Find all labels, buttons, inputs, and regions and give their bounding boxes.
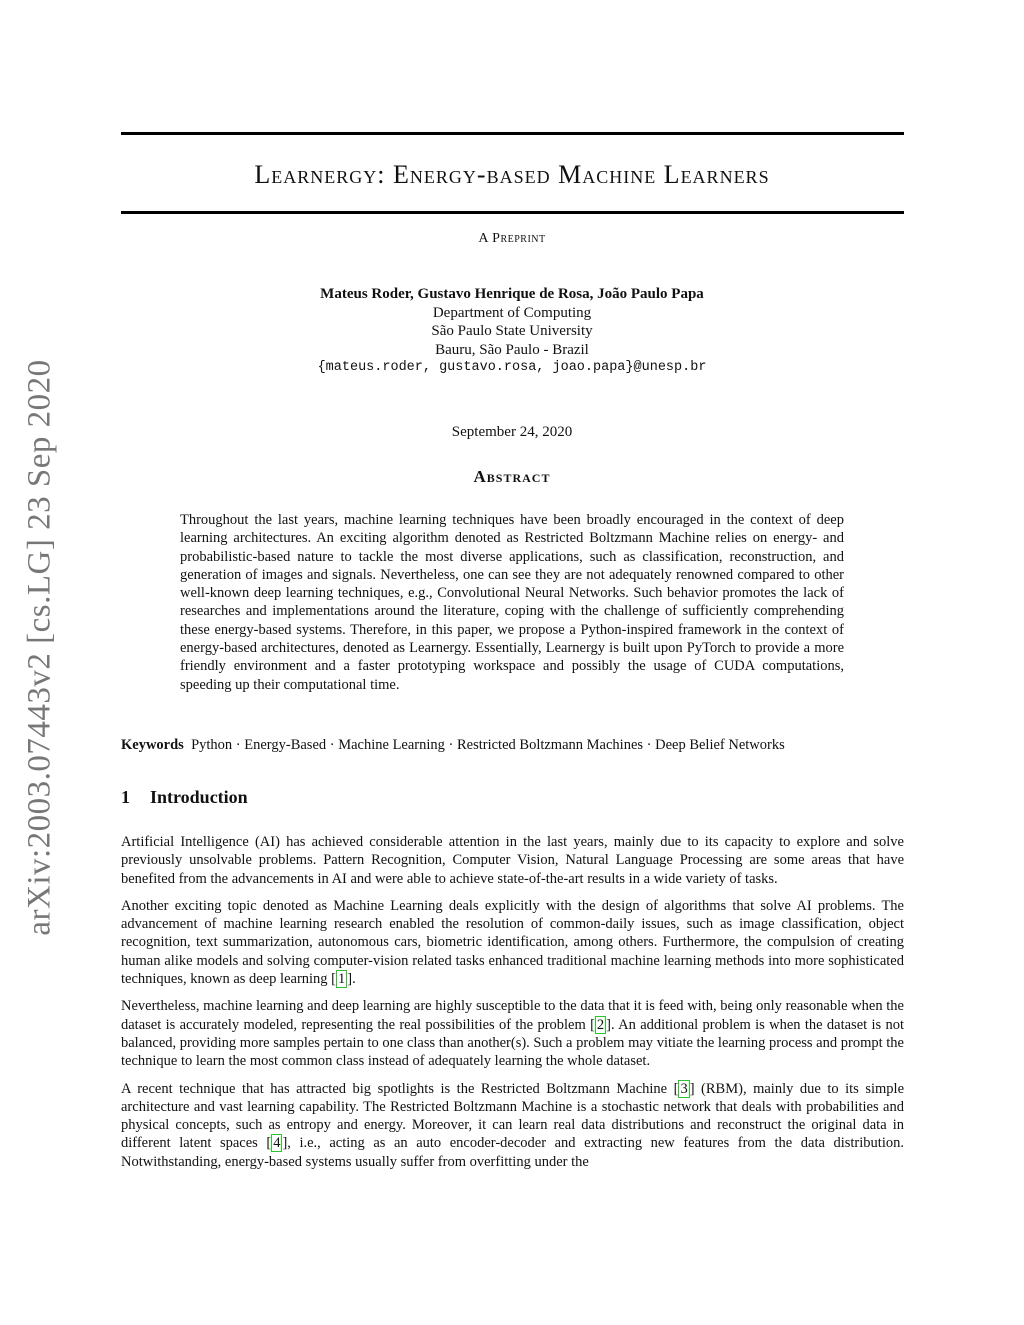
paragraph-text: ], i.e., acting as an auto encoder-decoder and extracting new features from the data distribution. Notwithstanding, energy-based systems usually suffer from overfitting under the <box>121 1135 904 1170</box>
section-number: 1 <box>121 787 130 807</box>
section-title: Introduction <box>150 787 248 807</box>
paragraph-text: ] (RBM), mainly due to its simple architecture and vast learning capability. The Restricted Boltzmann Machine is a stochastic network that deals with probabilities and physical concepts, such as entropy and energy. Moreover, it can learn real data distributions and reconstruct the original data in different latent spaces [ <box>121 1080 905 1152</box>
abstract-heading: Abstract <box>473 467 551 486</box>
keywords-text: Python · Energy-Based · Machine Learning · Restricted Boltzmann Machines · Deep Belief Networks <box>191 737 785 753</box>
paragraph-text: ]. <box>347 971 356 988</box>
paragraph-text: ]. An additional problem is when the dataset is not balanced, providing more samples pertain to one class than another(s). Such a problem may vitiate the learning process and prompt the technique to learn the most common class instead of adequately learning the whole dataset. <box>121 1016 904 1070</box>
title-rule-top <box>121 132 904 135</box>
citation-link[interactable]: 2 <box>596 1016 605 1033</box>
paragraph <box>121 833 904 888</box>
body-text <box>121 833 904 1180</box>
keywords-line <box>121 737 904 754</box>
author-location: Bauru, São Paulo - Brazil <box>435 341 589 358</box>
author-names: Mateus Roder, Gustavo Henrique de Rosa, João Paulo Papa <box>320 286 704 302</box>
citation-link[interactable]: 4 <box>273 1135 281 1152</box>
preprint-label: A Preprint <box>478 231 546 246</box>
author-university: São Paulo State University <box>431 323 593 339</box>
paragraph-text: Artificial Intelligence (AI) has achieved considerable attention in the last years, mainly due to its capacity to explore and solve previously unsolvable problems. Pattern Recognition, Computer Vision, Natural Language Processing are some areas that have benefited from the advancements in AI and were able to achieve state-of-the-art results in a wide variety of tasks. <box>121 834 904 887</box>
paragraph-text: Another exciting topic denoted as Machine Learning deals explicitly with the design of algorithms that solve AI problems. The advancement of machine learning research enabled the resolution of common-daily issues, such as image classification, object recognition, text summarization, autonomous cars, biometric identification, among others. Furthermore, the compulsion of creating human alike models and solving computer-vision related tasks enhanced traditional machine learning methods into more sophisticated techniques, known as deep learning [ <box>121 897 904 988</box>
citation-link[interactable]: 1 <box>338 971 346 988</box>
author-block <box>0 285 1024 378</box>
paragraph <box>121 897 904 988</box>
paper-date: September 24, 2020 <box>451 424 573 440</box>
arxiv-identifier-text: arXiv:2003.07443v2 [cs.LG] 23 Sep 2020 <box>21 358 58 936</box>
abstract-text: Throughout the last years, machine learning techniques have been broadly encouraged in the context of deep learning architectures. An exciting algorithm denoted as Restricted Boltzmann Machine relies on energy- and probabilistic-based nature to tackle the most diverse applications, such as classification, reconstruction, and generation of images and signals. Nevertheless, one can see they are not adequately renowned compared to other well-known deep learning techniques, e.g., Convolutional Neural Networks. Such behavior promotes the lack of researches and implementations around the literature, coping with the challenge of sufficiently comprehending these energy-based systems. Therefore, in this paper, we propose a Python-inspired framework in the context of energy-based architectures, denoted as Learnergy. Essentially, Learnergy is built upon PyTorch to provide a more friendly environment and a faster prototyping workspace and possibly the usage of CUDA computations, speeding up their computational time. <box>180 512 844 693</box>
author-department: Department of Computing <box>432 304 592 321</box>
paragraph-text: Nevertheless, machine learning and deep learning are highly susceptible to the data that it is feed with, being only reasonable when the dataset is accurately modeled, representing the real possibilities of the problem [ <box>121 998 904 1033</box>
keywords-label: Keywords <box>121 737 184 753</box>
section-heading <box>121 787 248 808</box>
title-rule-bottom <box>121 211 904 214</box>
paragraph-text: A recent technique that has attracted big spotlights is the Restricted Boltzmann Machine [ <box>121 1080 679 1097</box>
author-email: {mateus.roder, gustavo.rosa, joao.papa}@unesp.br <box>317 360 707 375</box>
paragraph <box>121 1080 904 1171</box>
paper-title: Learnergy: Energy-based Machine Learners <box>254 160 770 189</box>
paragraph <box>121 997 904 1070</box>
citation-link[interactable]: 3 <box>680 1080 688 1097</box>
